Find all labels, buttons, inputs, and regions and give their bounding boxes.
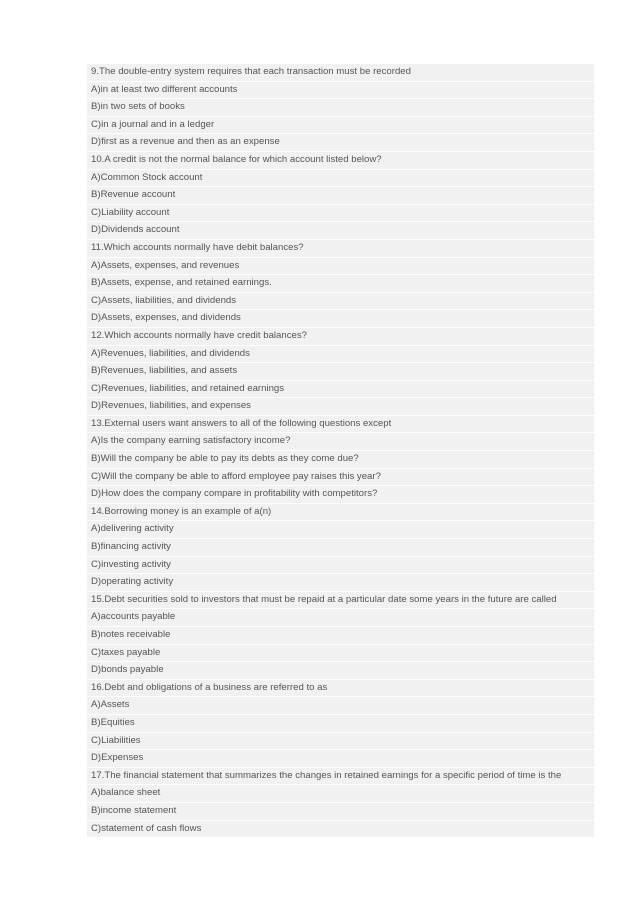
option-9b: B)in two sets of books [87, 99, 594, 116]
question-11: 11.Which accounts normally have debit balances? [87, 240, 594, 257]
option-11a: A)Assets, expenses, and revenues [87, 258, 594, 275]
option-11d: D)Assets, expenses, and dividends [87, 310, 594, 327]
option-16c: C)Liabilities [87, 733, 594, 750]
question-13: 13.External users want answers to all of the following questions except [87, 416, 594, 433]
option-10a: A)Common Stock account [87, 170, 594, 187]
option-9a: A)in at least two different accounts [87, 82, 594, 99]
option-12c: C)Revenues, liabilities, and retained earnings [87, 381, 594, 398]
question-15: 15.Debt securities sold to investors that must be repaid at a particular date some years in the future are called [87, 592, 594, 609]
option-13c: C)Will the company be able to afford employee pay raises this year? [87, 469, 594, 486]
option-13b: B)Will the company be able to pay its debts as they come due? [87, 451, 594, 468]
option-15b: B)notes receivable [87, 627, 594, 644]
option-10d: D)Dividends account [87, 222, 594, 239]
option-12d: D)Revenues, liabilities, and expenses [87, 398, 594, 415]
option-11b: B)Assets, expense, and retained earnings. [87, 275, 594, 292]
option-15a: A)accounts payable [87, 609, 594, 626]
option-17b: B)income statement [87, 803, 594, 820]
option-17c: C)statement of cash flows [87, 821, 594, 838]
option-14d: D)operating activity [87, 574, 594, 591]
option-14c: C)investing activity [87, 557, 594, 574]
option-14a: A)delivering activity [87, 521, 594, 538]
option-9c: C)in a journal and in a ledger [87, 117, 594, 134]
option-17a: A)balance sheet [87, 785, 594, 802]
option-12a: A)Revenues, liabilities, and dividends [87, 346, 594, 363]
question-12: 12.Which accounts normally have credit balances? [87, 328, 594, 345]
question-9: 9.The double-entry system requires that each transaction must be recorded [87, 64, 594, 81]
question-16: 16.Debt and obligations of a business are referred to as [87, 680, 594, 697]
question-list [87, 64, 594, 838]
option-12b: B)Revenues, liabilities, and assets [87, 363, 594, 380]
option-14b: B)financing activity [87, 539, 594, 556]
option-16b: B)Equities [87, 715, 594, 732]
option-9d: D)first as a revenue and then as an expense [87, 134, 594, 151]
option-15d: D)bonds payable [87, 662, 594, 679]
question-10: 10.A credit is not the normal balance for which account listed below? [87, 152, 594, 169]
option-15c: C)taxes payable [87, 645, 594, 662]
option-16d: D)Expenses [87, 750, 594, 767]
option-11c: C)Assets, liabilities, and dividends [87, 293, 594, 310]
option-16a: A)Assets [87, 697, 594, 714]
question-14: 14.Borrowing money is an example of a(n) [87, 504, 594, 521]
option-10b: B)Revenue account [87, 187, 594, 204]
option-13a: A)Is the company earning satisfactory income? [87, 433, 594, 450]
option-13d: D)How does the company compare in profitability with competitors? [87, 486, 594, 503]
question-17: 17.The financial statement that summarizes the changes in retained earnings for a specific period of time is the [87, 768, 594, 785]
option-10c: C)Liability account [87, 205, 594, 222]
